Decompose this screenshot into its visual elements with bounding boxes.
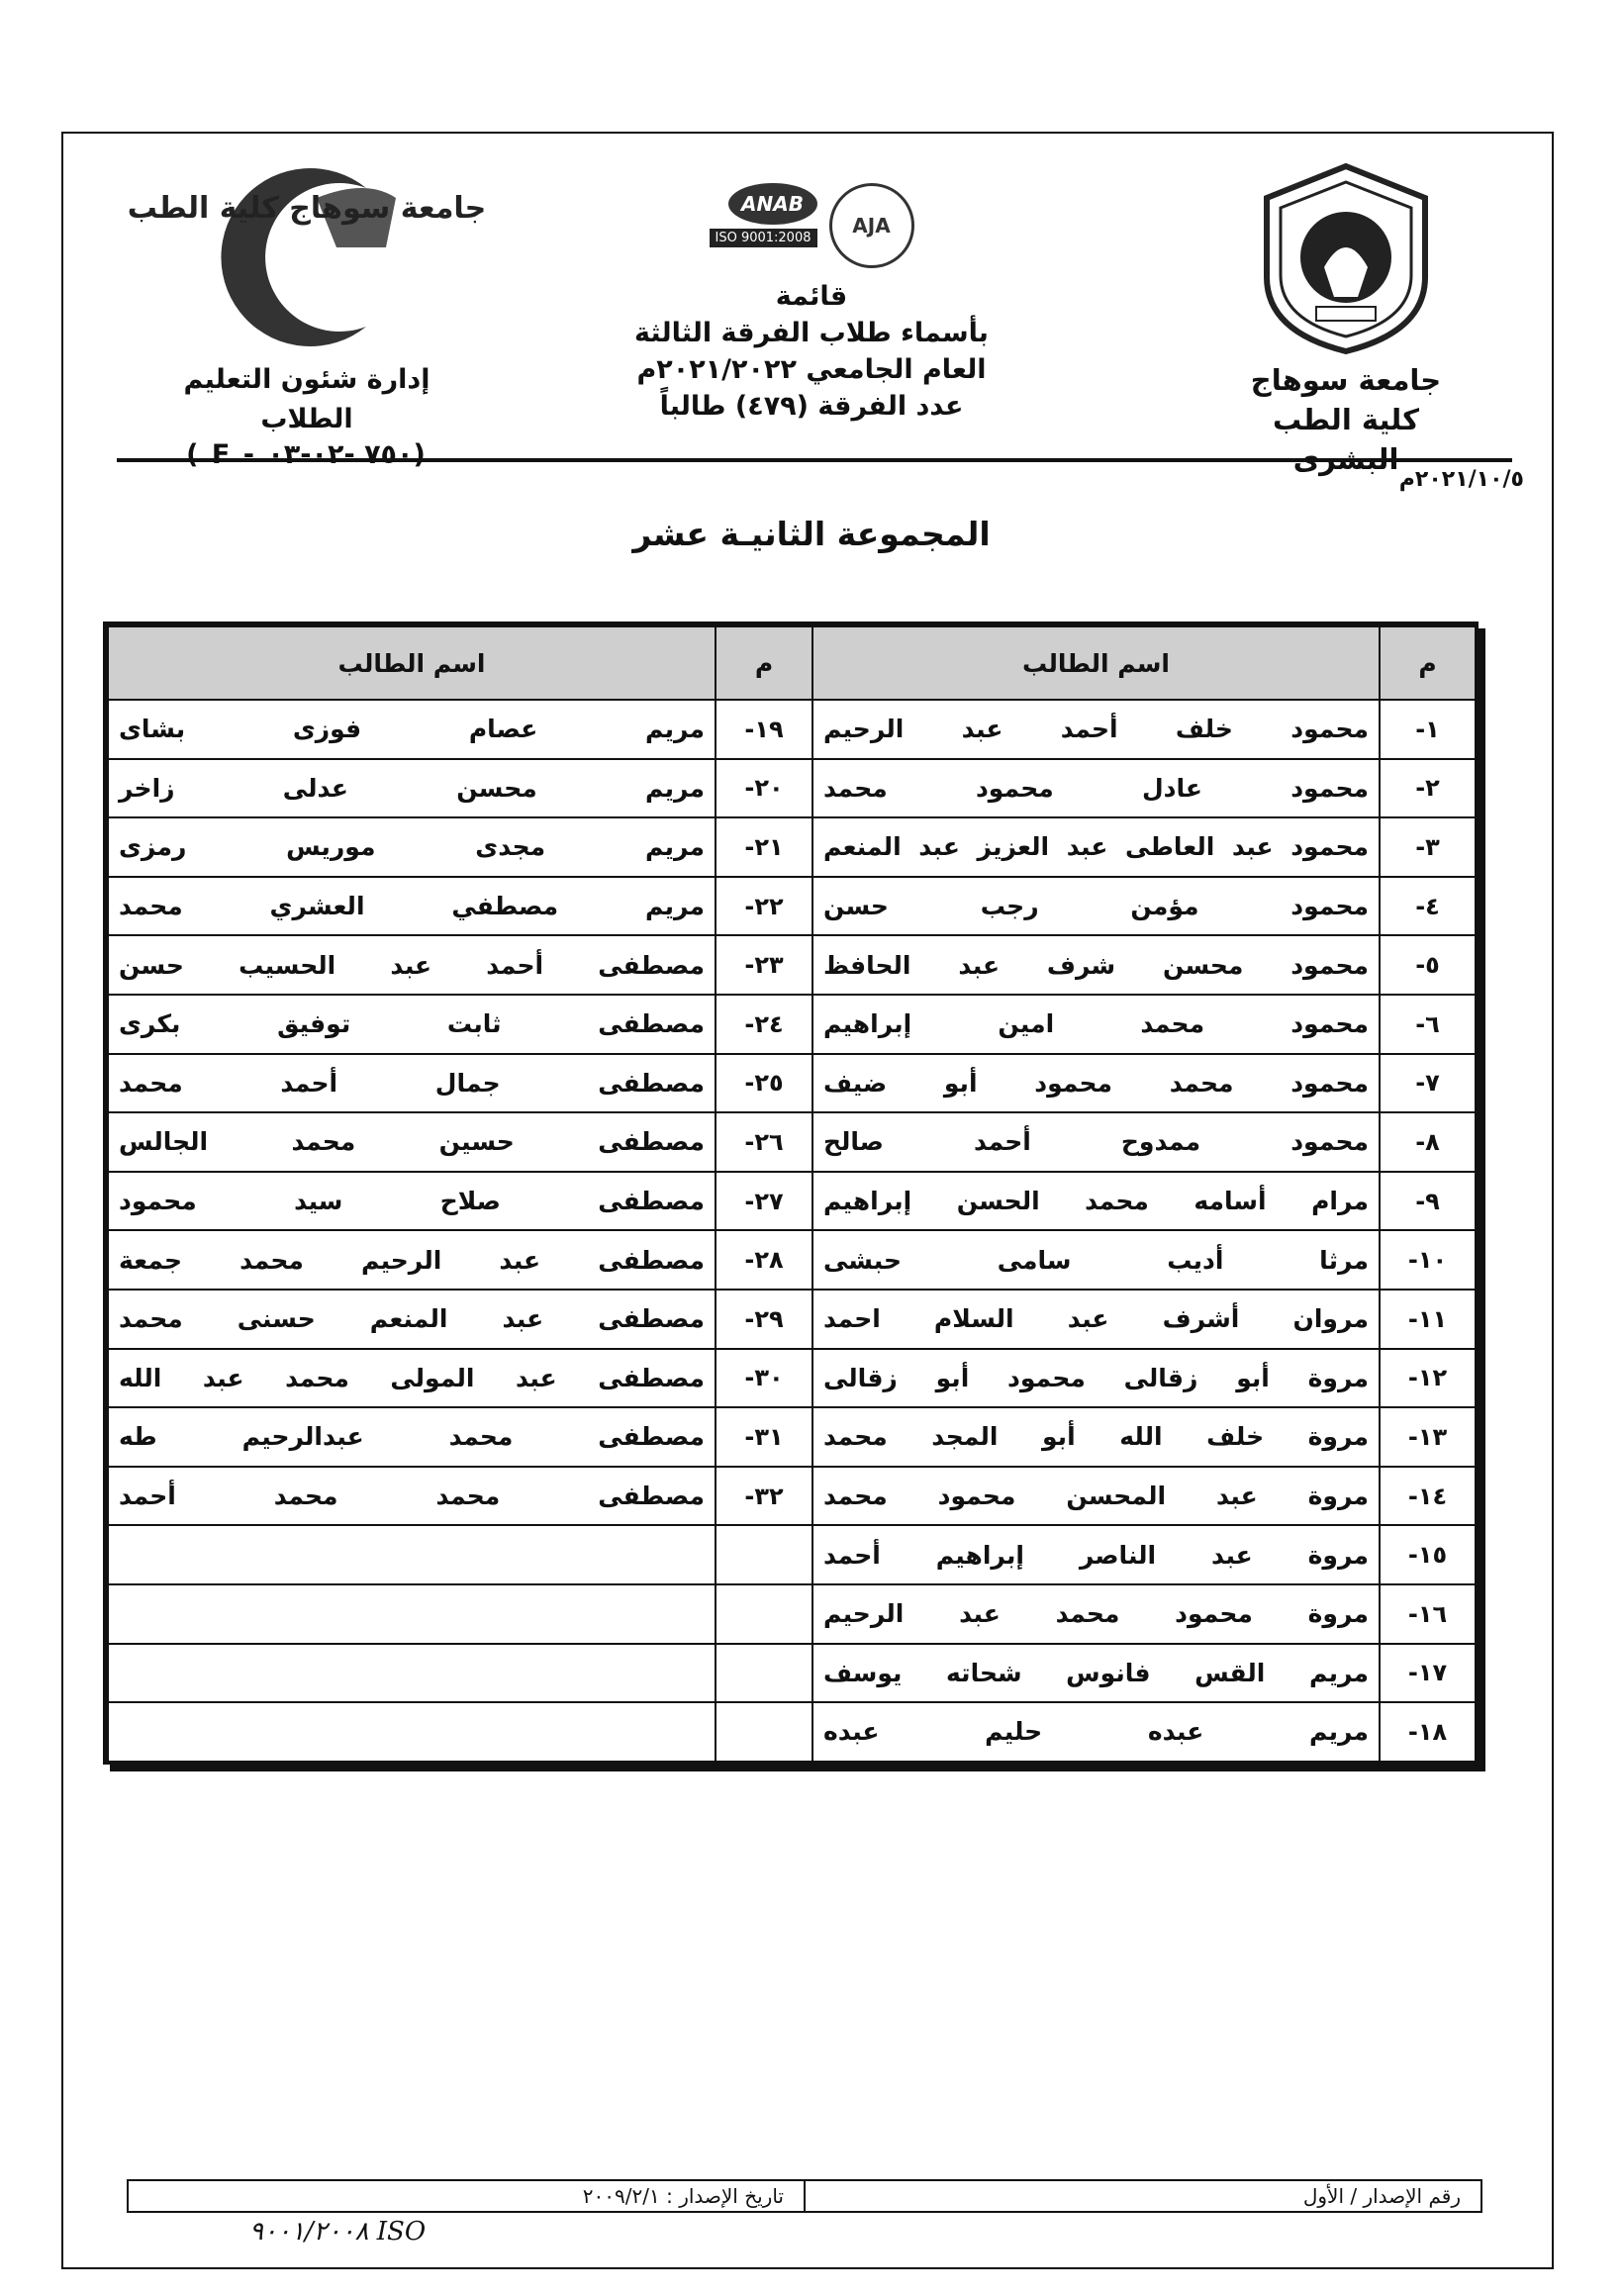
table-header-row — [108, 626, 1476, 700]
row-number: ١٤- — [1380, 1467, 1476, 1526]
aja-logo: AJA — [829, 183, 914, 268]
document-date: ٢٠٢١/١٠/٥م — [1398, 467, 1524, 492]
row-number: ١٦- — [1380, 1584, 1476, 1644]
title-line-1: قائمة — [775, 281, 848, 312]
row-number: ٢- — [1380, 759, 1476, 818]
title-line-4: عدد الفرقة (٤٧٩) طالباً — [659, 391, 964, 422]
title-line-2: بأسماء طلاب الفرقة الثالثة — [634, 318, 989, 348]
row-number: ٢١- — [716, 817, 812, 877]
issue-date: تاريخ الإصدار : ٢٠٠٩/٢/١ — [582, 2184, 784, 2208]
student-name: مريم عبده حليم عبده — [812, 1702, 1380, 1762]
issue-number: رقم الإصدار / الأول — [804, 2181, 1480, 2211]
student-name: مريم محسن عدلى زاخر — [108, 759, 716, 818]
university-seal-logo — [1247, 158, 1445, 356]
row-number: ١٨- — [1380, 1702, 1476, 1762]
row-number: ١٣- — [1380, 1407, 1476, 1467]
table-row — [108, 1230, 1476, 1290]
row-number — [716, 1584, 812, 1644]
table-row — [108, 1702, 1476, 1762]
row-number — [716, 1525, 812, 1584]
form-code: ( F - ٧٥٠ -٠٢-٠٣) — [186, 439, 428, 470]
university-block — [1217, 158, 1475, 479]
row-number: ١٧- — [1380, 1644, 1476, 1703]
table-row — [108, 1172, 1476, 1231]
column-header-name: اسم الطالب — [108, 626, 716, 700]
student-name: مروان أشرف عبد السلام احمد — [812, 1290, 1380, 1349]
table-row — [108, 1584, 1476, 1644]
table-row — [108, 700, 1476, 759]
row-number: ٧- — [1380, 1054, 1476, 1113]
university-name: جامعة سوهاج — [1250, 363, 1442, 397]
faculty-logo-text: جامعة سوهاج كلية الطب — [127, 191, 487, 226]
student-name: محمود خلف أحمد عبد الرحيم — [812, 700, 1380, 759]
table-row — [108, 759, 1476, 818]
student-name: مصطفى جمال أحمد محمد — [108, 1054, 716, 1113]
row-number: ٦- — [1380, 995, 1476, 1054]
row-number: ١٥- — [1380, 1525, 1476, 1584]
row-number — [716, 1702, 812, 1762]
row-number: ٢٤- — [716, 995, 812, 1054]
row-number: ١١- — [1380, 1290, 1476, 1349]
row-number: ١٩- — [716, 700, 812, 759]
certification-logos — [614, 183, 1009, 268]
table-row — [108, 1112, 1476, 1172]
table-row — [108, 1349, 1476, 1408]
column-header-name: اسم الطالب — [812, 626, 1380, 700]
student-name: مصطفى ثابت توفيق بكرى — [108, 995, 716, 1054]
anab-logo: ANAB — [728, 183, 817, 225]
student-name — [108, 1644, 716, 1703]
title-line-3: العام الجامعي ٢٠٢١/٢٠٢٢م — [636, 354, 987, 385]
student-name: محمود عبد العاطى عبد العزيز عبد المنعم — [812, 817, 1380, 877]
student-name: محمود محمد محمود أبو ضيف — [812, 1054, 1380, 1113]
row-number: ٣٢- — [716, 1467, 812, 1526]
document-footer — [127, 2179, 1482, 2213]
student-name: مروة خلف الله أبو المجد محمد — [812, 1407, 1380, 1467]
student-name: مصطفى محمد محمد أحمد — [108, 1467, 716, 1526]
row-number: ٢٨- — [716, 1230, 812, 1290]
student-name — [108, 1584, 716, 1644]
student-name: مصطفى عبد المنعم حسنى محمد — [108, 1290, 716, 1349]
row-number: ٩- — [1380, 1172, 1476, 1231]
department-name: إدارة شئون التعليم الطلاب — [183, 364, 430, 434]
faculty-name: كلية الطب البشرى — [1272, 403, 1419, 476]
header-divider — [117, 458, 1512, 462]
document-title-block — [614, 183, 1009, 425]
student-name: محمود عادل محمود محمد — [812, 759, 1380, 818]
column-header-number: م — [1380, 626, 1476, 700]
student-name: مرام أسامه محمد الحسن إبراهيم — [812, 1172, 1380, 1231]
student-name: محمود ممدوح أحمد صالح — [812, 1112, 1380, 1172]
student-name: محمود محمد امين إبراهيم — [812, 995, 1380, 1054]
iso-footer: ISO ٩٠٠١/٢٠٠٨ — [249, 2217, 427, 2247]
student-name: مصطفى حسين محمد الجالس — [108, 1112, 716, 1172]
iso-badge: ISO 9001:2008 — [710, 229, 817, 247]
student-table — [103, 622, 1479, 1765]
table-row — [108, 1407, 1476, 1467]
row-number: ١٠- — [1380, 1230, 1476, 1290]
row-number: ١- — [1380, 700, 1476, 759]
row-number: ٢٠- — [716, 759, 812, 818]
table-row — [108, 1644, 1476, 1703]
row-number: ٣٠- — [716, 1349, 812, 1408]
group-title: المجموعة الثانيـة عشر — [632, 515, 991, 553]
row-number: ٢٦- — [716, 1112, 812, 1172]
student-name: مروة محمود محمد عبد الرحيم — [812, 1584, 1380, 1644]
row-number: ٢٧- — [716, 1172, 812, 1231]
student-name: مصطفى أحمد عبد الحسيب حسن — [108, 935, 716, 995]
column-header-number: م — [716, 626, 812, 700]
table-row — [108, 1290, 1476, 1349]
student-name: مروة عبد الناصر إبراهيم أحمد — [812, 1525, 1380, 1584]
table-row — [108, 1467, 1476, 1526]
row-number: ١٢- — [1380, 1349, 1476, 1408]
row-number: ٢٩- — [716, 1290, 812, 1349]
row-number — [716, 1644, 812, 1703]
table-row — [108, 995, 1476, 1054]
row-number: ٢٣- — [716, 935, 812, 995]
student-name: مريم عصام فوزى بشاى — [108, 700, 716, 759]
student-name: مروة عبد المحسن محمود محمد — [812, 1467, 1380, 1526]
row-number: ٥- — [1380, 935, 1476, 995]
student-name: مريم القس فانوس شحاته يوسف — [812, 1644, 1380, 1703]
faculty-logo — [127, 158, 487, 356]
table-row — [108, 1525, 1476, 1584]
student-name: مصطفى عبد الرحيم محمد جمعة — [108, 1230, 716, 1290]
table-row — [108, 877, 1476, 936]
row-number: ٢٢- — [716, 877, 812, 936]
student-name — [108, 1525, 716, 1584]
student-name — [108, 1702, 716, 1762]
table-row — [108, 817, 1476, 877]
table-row — [108, 935, 1476, 995]
department-block — [127, 158, 487, 470]
student-name: مروة أبو زقالى محمود أبو زقالى — [812, 1349, 1380, 1408]
row-number: ٨- — [1380, 1112, 1476, 1172]
student-name: مصطفى صلاح سيد محمود — [108, 1172, 716, 1231]
row-number: ٣- — [1380, 817, 1476, 877]
row-number: ٤- — [1380, 877, 1476, 936]
row-number: ٣١- — [716, 1407, 812, 1467]
student-name: مريم مجدى موريس رمزى — [108, 817, 716, 877]
student-name: مرثا أديب سامى حبشى — [812, 1230, 1380, 1290]
student-name: محمود مؤمن رجب حسن — [812, 877, 1380, 936]
student-name: مصطفى عبد المولى محمد عبد الله — [108, 1349, 716, 1408]
table-row — [108, 1054, 1476, 1113]
student-name: مريم مصطفي العشري محمد — [108, 877, 716, 936]
student-name: محمود محسن شرف عبد الحافظ — [812, 935, 1380, 995]
student-name: مصطفى محمد عبدالرحيم طه — [108, 1407, 716, 1467]
row-number: ٢٥- — [716, 1054, 812, 1113]
